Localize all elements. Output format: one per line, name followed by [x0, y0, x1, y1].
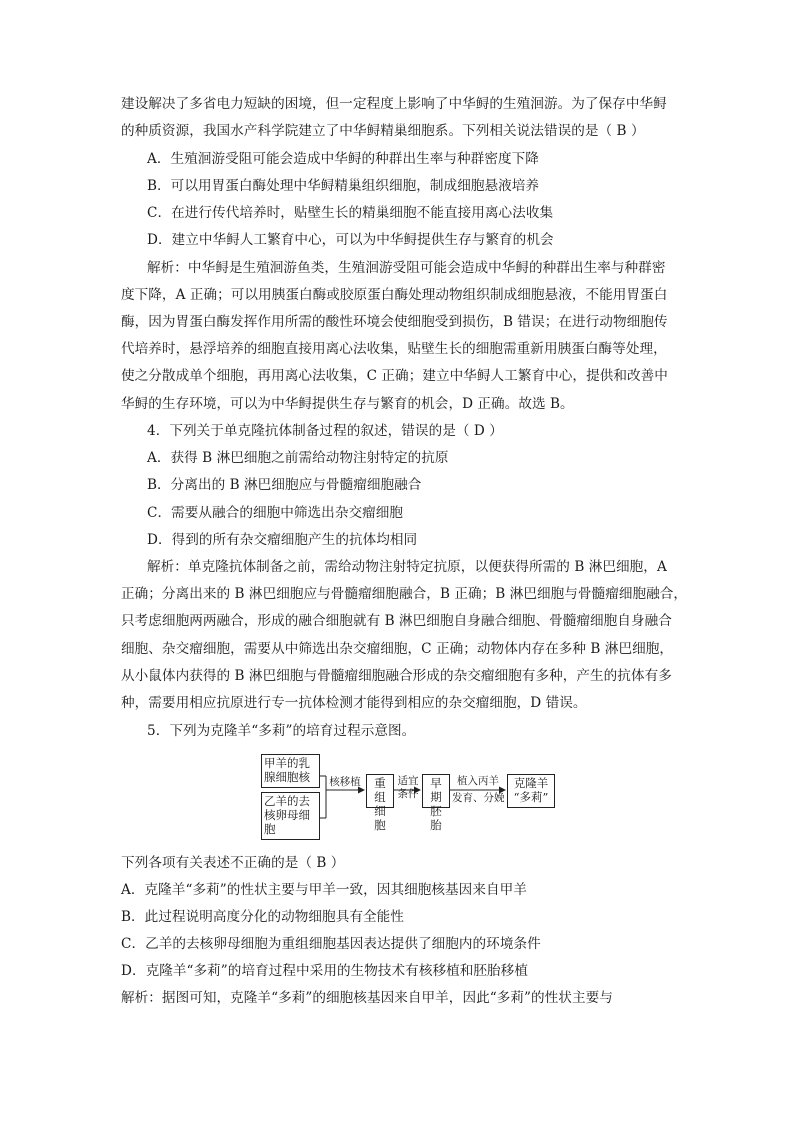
explanation-line: 华鲟的生存环境，可以为中华鲟提供生存与繁育的机会，D 正确。故选 B。 [121, 396, 574, 412]
cloned-sheep-box [507, 774, 555, 808]
option-b: B．此过程说明高度分化的动物细胞具有全能性 [121, 909, 404, 925]
explanation-line: 从小鼠体内获得的 B 淋巴细胞与骨髓瘤细胞融合形成的杂交瘤细胞有多种，产生的抗体有多 [121, 668, 672, 684]
explanation-line: 酶，因为胃蛋白酶发挥作用所需的酸性环境会使细胞受到损伤，B 错误；在进行动物细胞传 [121, 314, 668, 330]
explanation-line: 代培养时，悬浮培养的细胞直接用离心法收集，贴壁生长的细胞需重新用胰蛋白酶等处理， [121, 341, 667, 357]
explanation-line: 种，需要用相应抗原进行专一抗体检测才能得到相应的杂交瘤细胞，D 错误。 [121, 695, 587, 711]
option-d: D．克隆羊“多莉”的培育过程中采用的生物技术有核移植和胚胎移植 [121, 963, 528, 979]
implant-label: 植入丙羊 [457, 775, 499, 787]
option-d: D．得到的所有杂交瘤细胞产生的抗体均相同 [147, 532, 418, 548]
explanation-line: 解析：中华鲟是生殖洄游鱼类，生殖洄游受阻可能会造成中华鲟的种群出生率与种群密 [147, 260, 666, 276]
option-d: D．建立中华鲟人工繁育中心，可以为中华鲟提供生存与繁育的机会 [147, 232, 554, 248]
cloning-flow-diagram [256, 752, 566, 844]
explanation-line: 使之分散成单个细胞，再用离心法收集，C 正确；建立中华鲟人工繁育中心，提供和改善中 [121, 368, 668, 384]
option-c: C．需要从融合的细胞中筛选出杂交瘤细胞 [147, 505, 404, 521]
option-a: A．生殖洄游受阻可能会造成中华鲟的种群出生率与种群密度下降 [147, 151, 539, 167]
question-5-prompt: 下列各项有关表述不正确的是（ B ） [121, 855, 345, 871]
donor-nucleus-box: 甲羊的乳腺细胞核 [261, 754, 320, 788]
explanation-line: 细胞、杂交瘤细胞，需要从中筛选出杂交瘤细胞，C 正确；动物体内存在多种 B 淋巴细胞， [121, 641, 674, 657]
suitable-conditions-label: 适宜条件 [397, 775, 419, 800]
early-embryo-box: 早期胚胎 [422, 774, 450, 808]
option-a: A．克隆羊“多莉”的性状主要与甲羊一致，因其细胞核基因来自甲羊 [121, 882, 527, 898]
option-c: C．乙羊的去核卵母细胞为重组细胞基因表达提供了细胞内的环境条件 [121, 936, 541, 952]
text-line: 建设解决了多省电力短缺的困境，但一定程度上影响了中华鲟的生殖洄游。为了保存中华鲟 [121, 96, 667, 112]
recombined-cell-box: 重组细胞 [366, 774, 394, 808]
nuclear-transfer-label: 核移植 [329, 776, 361, 788]
question-stem-line: 的种质资源，我国水产科学院建立了中华鲟精巢细胞系。下列相关说法错误的是（ B ） [121, 123, 645, 139]
enucleated-egg-box: 乙羊的去核卵母细胞 [261, 792, 320, 840]
option-b: B．可以用胃蛋白酶处理中华鲟精巢组织细胞，制成细胞悬液培养 [147, 178, 540, 194]
cloned-sheep-line1: 克隆羊 [513, 776, 549, 790]
question-4-stem: 4．下列关于单克隆抗体制备过程的叙述，错误的是（ D ） [147, 423, 503, 439]
option-b: B．分离出的 B 淋巴细胞应与骨髓瘤细胞融合 [147, 477, 422, 493]
option-c: C．在进行传代培养时，贴壁生长的精巢细胞不能直接用离心法收集 [147, 205, 554, 221]
explanation-line: 度下降，A 正确；可以用胰蛋白酶或胶原蛋白酶处理动物组织制成细胞悬液，不能用胃蛋白 [121, 287, 668, 303]
cloned-sheep-line2: “多莉” [513, 790, 549, 804]
explanation-line: 解析：单克隆抗体制备之前，需给动物注射特定抗原，以便获得所需的 B 淋巴细胞，A [147, 559, 667, 575]
explanation-line: 解析：据图可知，克隆羊“多莉”的细胞核基因来自甲羊，因此“多莉”的性状主要与 [121, 990, 613, 1006]
question-5-stem: 5．下列为克隆羊“多莉”的培育过程示意图。 [147, 723, 416, 739]
option-a: A．获得 B 淋巴细胞之前需给动物注射特定的抗原 [147, 450, 449, 466]
development-birth-label: 发育、分娩 [452, 792, 505, 804]
explanation-line: 正确；分离出来的 B 淋巴细胞应与骨髓瘤细胞融合，B 正确；B 淋巴细胞与骨髓瘤细胞融合， [121, 586, 688, 602]
explanation-line: 只考虑细胞两两融合，形成的融合细胞就有 B 淋巴细胞自身融合细胞、骨髓瘤细胞自身融合 [121, 613, 672, 629]
